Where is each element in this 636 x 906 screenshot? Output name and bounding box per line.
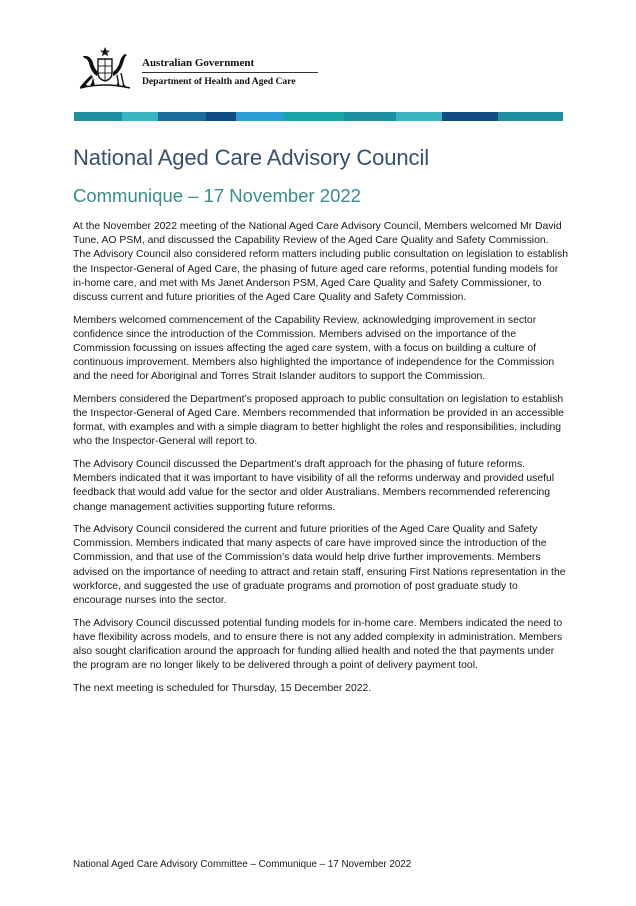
stripe-segment	[284, 112, 344, 121]
government-name: Australian Government	[142, 57, 255, 69]
stripe-segment	[122, 112, 158, 121]
document-subtitle: Communique – 17 November 2022	[73, 185, 361, 206]
body-paragraph: Members considered the Department’s proposed approach to public consultation on legislation to establish the Inspector-General of Aged Care. Members recommended that information be provided in an accessible format, with examples and with a simple diagram to better highlight the roles and responsibilities, including who the Inspector-General will report to.	[73, 393, 564, 448]
next-meeting-note: The next meeting is scheduled for Thursday, 15 December 2022.	[73, 682, 372, 694]
stripe-segment	[158, 112, 206, 121]
body-paragraph: The Advisory Council discussed potential funding models for in-home care. Members indicated the need to have flexibility across models, and to ensure there is not any added complexity in administration. Members also sought clarification around the approach for funding allied health and noted the that payments under the program are no longer likely to be delivered through a point of delivery payment tool.	[73, 617, 563, 672]
government-text-block	[142, 56, 324, 88]
stripe-segment	[396, 112, 442, 121]
stripe-segment	[74, 112, 122, 121]
stripe-segment	[236, 112, 284, 121]
australian-coat-of-arms-icon	[74, 46, 136, 92]
document-body	[73, 220, 569, 704]
stripe-segment	[344, 112, 396, 121]
body-paragraph: The Advisory Council discussed the Department’s draft approach for the phasing of future reforms. Members indicated that it was important to have visibility of all the reforms underway and provided useful feedback that would add value for the sector and older Australians. Members recommended referencing change management activities supporting future reforms.	[73, 458, 555, 513]
header-divider	[142, 72, 318, 73]
document-title: National Aged Care Advisory Council	[73, 145, 430, 170]
body-paragraph: At the November 2022 meeting of the National Aged Care Advisory Council, Members welcomed Mr David Tune, AO PSM, and discussed the Capability Review of the Aged Care Quality and Safety Commission. The Advisory Council also considered reform matters including public consultation on legislation to establish the Inspector-General of Aged Care, the phasing of future aged care reforms, potential funding models for in-home care, and met with Ms Janet Anderson PSM, Aged Care Quality and Safety Commissioner, to discuss current and future priorities of the Aged Care Quality and Safety Commission.	[73, 221, 568, 304]
stripe-segment	[206, 112, 236, 121]
stripe-segment	[442, 112, 498, 121]
body-paragraph: The Advisory Council considered the current and future priorities of the Aged Care Quality and Safety Commission. Members indicated that many aspects of care have improved since the introduction of the Commission, and that use of the Commission’s data would help drive further improvements. Members advised on the importance of needing to attract and retain staff, ensuring First Nations representation in the workforce, and suggested the use of graduate programs and promotion of post graduate study to encourage nurses into the sector.	[73, 524, 566, 607]
decorative-color-stripe	[74, 112, 563, 121]
body-paragraph: Members welcomed commencement of the Capability Review, acknowledging improvement in sector confidence since the introduction of the Commission. Members advised on the importance of the Commission focussing on issues affecting the aged care system, with a focus on building a culture of continuous improvement. Members also highlighted the importance of independence for the Commission and the need for Aboriginal and Torres Strait Islander auditors to support the Commission.	[73, 314, 555, 383]
page-footer: National Aged Care Advisory Committee – Communique – 17 November 2022	[73, 859, 412, 870]
government-header	[74, 46, 374, 96]
department-name: Department of Health and Aged Care	[142, 76, 296, 87]
stripe-segment	[498, 112, 563, 121]
